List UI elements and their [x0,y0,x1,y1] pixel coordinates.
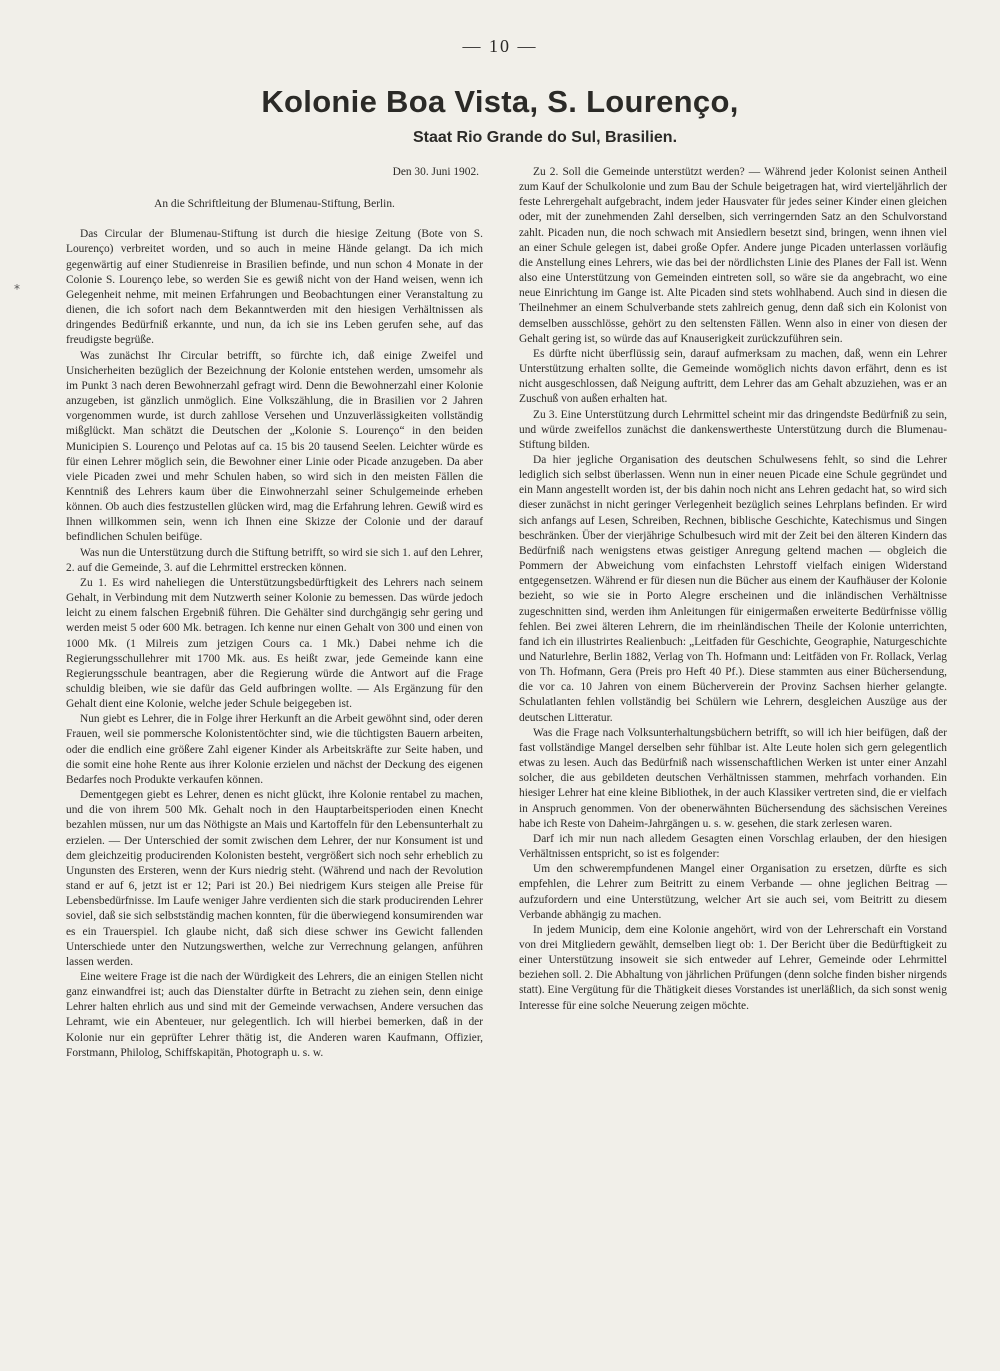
margin-mark: * [14,282,20,296]
paragraph: Eine weitere Frage ist die nach der Würdigkeit des Lehrers, die an einigen Stellen nicht ganz einwandfrei ist; auch das Dienstalter dürfte in Betracht zu ziehen sein, denn einige Lehrer halten ehrlich aus und sind mit der Gemeinde verwachsen, Andere versuchen das Lehramt, wie ein Abenteuer, nur gelegentlich. Ich will hierbei bemerken, daß in der Kolonie nur ein geprüfter Lehrer thätig ist, die Anderen waren Kaufmann, Offizier, Forstmann, Philolog, Schiffskapitän, Photograph u. s. w. [66,970,483,1059]
paragraph: Dementgegen giebt es Lehrer, denen es nicht glückt, ihre Kolonie rentabel zu machen, und die von ihrem 500 Mk. Gehalt noch in den Hauptarbeitsperioden einen Knecht bezahlen müssen, nur um das Nöthigste an Mais und Kartoffeln für den Lebensunterhalt zu erzielen. — Der Unterschied der somit zwischen dem Lehrer, der nur Konsument ist und dem gleichzeitig producirenden Kolonisten besteht, vergrößert sich noch sehr erheblich zu Ungunsten des Ersteren, wenn der Kurs niedrig steht. (Während und nach der Revolution stand er auf 6, jetzt ist er 12; Pari ist 20.) Bei niedrigem Kurs steigen alle Preise für Lebensbedürfnisse. Im Laufe weniger Jahre verdienten sich die stark producirenden Lehrer soviel, daß sie sich selbstständig machen konnten, für die überwiegend konsumirenden war es ein Trauerspiel. Ich glaube nicht, daß sich diese schwer ins Gewicht fallenden Unterschiede unter den Nutzungswerthen, welche zur Verrechnung gelangen, anführen lassen werden. [66,789,483,968]
paragraph: Was nun die Unterstützung durch die Stiftung betrifft, so wird sie sich 1. auf den Lehrer, 2. auf die Gemeinde, 3. auf die Lehrmittel erstrecken können. [66,546,483,574]
paragraph: Was zunächst Ihr Circular betrifft, so fürchte ich, daß einige Zweifel und Unsicherheiten bezüglich der Bezeichnung der Kolonie entstehen werden, umsomehr als im Punkt 3 nach deren Bewohnerzahl gefragt wird. Denn die Bewohnerzahl einer Kolonie anzugeben, ist gänzlich unmöglich. Eine Volkszählung, die in Brasilien vor 2 Jahren vorgenommen wurde, ist durch zahllose Versehen und Unzuverlässigkeiten vollständig mißglückt. Man schätzt die Deutschen der „Kolonie S. Lourenço“ in den beiden Municipien S. Lourenço und Pelotas auf ca. 15 bis 20 tausend Seelen. Leichter würde es für einen Lehrer möglich sein, die Bewohner einer Linie oder Picade anzugeben. Da aber viele Picaden zwei und mehr Schulen haben, so wird sich in den meisten Fällen die Kenntniß des Lehrers kaum über die Einwohnerzahl seiner Schulgemeinde erheben können. Ob auch dies festzustellen glücken wird, mag die Erfahrung lehren. Gewiß wird es Ihnen willkommen sein, wenn ich Ihnen eine Skizze der Colonie und der darauf befindlichen Schulen beifüge. [66,349,483,544]
paragraph: Zu 3. Eine Unterstützung durch Lehrmittel scheint mir das dringendste Bedürfniß zu sein, und würde zweifellos zunächst die dankenswertheste Unterstützung durch die Blumenau-Stiftung bilden. [519,408,947,451]
article-subtitle: Staat Rio Grande do Sul, Brasilien. [412,129,678,146]
paragraph: Darf ich mir nun nach alledem Gesagten einen Vorschlag erlauben, der den hiesigen Verhältnissen entspricht, so ist es folgender: [519,832,947,861]
dateline: Den 30. Juni 1902. [392,166,479,178]
left-column [66,165,483,1061]
paragraph: Um den schwerempfundenen Mangel einer Organisation zu ersetzen, dürfte es sich empfehlen, die Lehrer zum Beitritt zu einem Verbande — ohne jeglichen Beitrag — aufzufordern und eine Unterstützung, welcher Art sie auch sei, vom Beitritt zu diesem Verbande abhängig zu machen. [519,863,947,921]
address-line: An die Schriftleitung der Blumenau-Stiftung, Berlin. [154,198,395,211]
paragraph: Zu 2. Soll die Gemeinde unterstützt werden? — Während jeder Kolonist seinen Antheil zum Kauf der Schulkolonie und zum Bau der Schule beigetragen hat, wird vierteljährlich der feste Lehrergehalt aufgebracht, indem jeder Hausvater für jedes seiner Kinder einen gleichen oder, mit der zunehmenden Zahl derselben, sich verringernden Satz an den Schulvorstand zahlt. Picaden nun, die noch schwach mit Ansiedlern besetzt sind, bringen, wenn ihnen viel an einer Schule gelegen ist, dabei große Opfer. Andere junge Picaden unterlassen vorläufig die Anstellung eines Lehrers, wie das bei der nördlichsten Linie des Planes der Fall ist. Wenn also eine Unterstützung von Gemeinden eintreten soll, so wäre sie da angebracht, wo eine neue Einrichtung im Gange ist. Alte Picaden sind stets wohlhabend. Auch sind in diesen die Theilnehmer an einem Schulverbande stets zahlreich genug, denn daß sich ein Kolonist von demselben ausschlösse, gehört zu den seltensten Fällen. Wenn also in einer von diesen der Gehalt gering ist, so würde das auf Knauserigkeit zurückzuführen sein. [519,166,947,345]
paragraph: Es dürfte nicht überflüssig sein, darauf aufmerksam zu machen, daß, wenn ein Lehrer Unterstützung erhalten sollte, die Gemeinde womöglich nichts davon erfährt, denn es ist nicht ausgeschlossen, daß Neigung auftritt, dem Lehrer das am Gehalt abzuziehen, was er an Zuschuß von außen erhalten hat. [519,347,947,406]
paragraph: Da hier jegliche Organisation des deutschen Schulwesens fehlt, so sind die Lehrer lediglich sich selbst überlassen. Wenn nun in einer neuen Picade eine Schule gegründet und ein Mann angestellt worden ist, der bis dahin noch nicht ans Lehren gedacht hat, so wird sich dieser zunächst in nicht geringer Verlegenheit bezüglich seines Lehrplans befinden. Er wird sich anfangs auf Lesen, Schreiben, Rechnen, biblische Geschichte, Katechismus und Singen beschränken. Über der vierjährige Schulbesuch wird mit der Zeit bei den älteren Kindern das Bedürfniß nach wenigstens etwas geistiger Anregung geltend machen — obgleich die Pommern der Abweichung vom einfachsten Lehrstoff vielfach einigen Widerstand entgegensetzen. Während er für diesen nun die Bücher aus einem der Kaufhäuser der Kolonie bezieht, so wie sie in Porto Alegre erscheinen und die inländischen Verhältnisse zugeschnitten sind, werden ihm Anleitungen für einigermaßen erweiterte Bedürfnisse völlig fehlen. Bei zwei älteren Lehrern, die im rheinländischen Theile der Kolonie unterrichten, fand ich ein illustrirtes Realienbuch: „Leitfaden für Geschichte, Geographie, Naturgeschichte und Naturlehre, Berlin 1882, Verlag von Th. Hofmann und: Leitfäden von Fr. Rollack, Verlag von Th. Hofmann, Gera (Preis pro Heft 40 Pf.). Diese stammten aus einer Büchersendung, die vor ca. 10 Jahren von einem Bücherverein der Provinz Sachsen hierher gelangte. Schulatlanten fehlen vollständig bei Schülern wie Lehrern, desgleichen Auszüge aus der deutschen Litteratur. [519,453,947,724]
page-number: — 10 — [462,36,538,56]
paragraph: Nun giebt es Lehrer, die in Folge ihrer Herkunft an die Arbeit gewöhnt sind, oder deren Frauen, weil sie pommersche Kolonistentöchter sind, wie die tüchtigsten Bauern arbeiten, oder die endlich eine größere Zahl eigener Kinder als Arbeitskräfte zur Seite haben, und die somit eine hohe Rente aus ihrer Kolonie erzielen und nächst der Deckung des eigenen Bedarfes noch Produkte verkaufen können. [66,713,483,786]
right-column [519,165,947,1014]
paragraph: Das Circular der Blumenau-Stiftung ist durch die hiesige Zeitung (Bote von S. Lourenço) verbreitet worden, und so auch in meine Hände gelangt. Da ich mich gegenwärtig auf einer Studienreise in Brasilien befinde, und nun schon 4 Monate in der Colonie S. Lourenço lebe, so werden Sie es gewiß nicht von der Hand weisen, wenn ich Gelegenheit nehme, mit meinen Erfahrungen und Beobachtungen einer Veranstaltung zu dienen, die ich sofort nach dem Bekanntwerden mit den hiesigen Verhältnissen als dringendes Bedürfniß erkannte, und nun, da ich sie ins Leben gerufen sehe, auf das freudigste begrüße. [66,228,483,347]
paragraph: In jedem Municip, dem eine Kolonie angehört, wird von der Lehrerschaft ein Vorstand von drei Mitgliedern gewählt, demselben liegt ob: 1. Der Bericht über die Bedürftigkeit zu einer Unterstützung insoweit sie sich entweder auf Lehrer, Gemeinde oder Lehrmittel beziehen soll. 2. Die Abhaltung von jährlichen Prüfungen (denn solche finden bisher nirgends statt). Eine Vergütung für die Thätigkeit dieses Vorstandes ist unerläßlich, da sich sonst wenig Interesse für eine solche Neuerung zeigen möchte. [519,923,947,1012]
paragraph: Was die Frage nach Volksunterhaltungsbüchern betrifft, so will ich hier beifügen, daß der fast vollständige Mangel derselben sehr fühlbar ist. Alte Leute holen sich gern gelegentlich etwas zu lesen. Auch das Bedürfniß nach wissenschaftlichen Werken ist unter einer Anzahl solcher, die aus gebildeten deutschen Verhältnissen stammen, mehrfach vorhanden. Ein hiesiger Lehrer hat eine kleine Bibliothek, in der auch Klassiker vertreten sind, die er vielfach in Anspruch genommen. Von der obenerwähnten Büchersendung des sächsischen Vereines habe ich Reste von Daheim-Jahrgängen u. s. w. gesehen, die stark zerlesen waren. [519,726,947,830]
paragraph: Zu 1. Es wird naheliegen die Unterstützungsbedürftigkeit des Lehrers nach seinem Gehalt, in Verbindung mit dem Nutzwerth seiner Kolonie zu bemessen. Das würde jedoch leicht zu einem falschen Ergebniß führen. Die Gehälter sind durchgängig sehr gering und werden meist 5 oder 600 Mk. betragen. Ich kenne nur einen Gehalt von 300 und einen von 1000 Mk. (1 Milreis zum jetzigen Cours ca. 1 Mk.) Dabei nehme ich die Regierungsschullehrer mit 1700 Mk. aus. Es heißt zwar, jede Gemeinde kann eine Regierungsschule beantragen, aber die Regierung würde die Antwort auf die Frage schuldig bleiben, wie sie dafür das Geld aufbringen wollte. — Als Ergänzung für den Gehalt dient eine Kolonie, welche jeder Schule beigegeben ist. [66,576,483,711]
article-title: Kolonie Boa Vista, S. Lourenço, [261,84,739,119]
